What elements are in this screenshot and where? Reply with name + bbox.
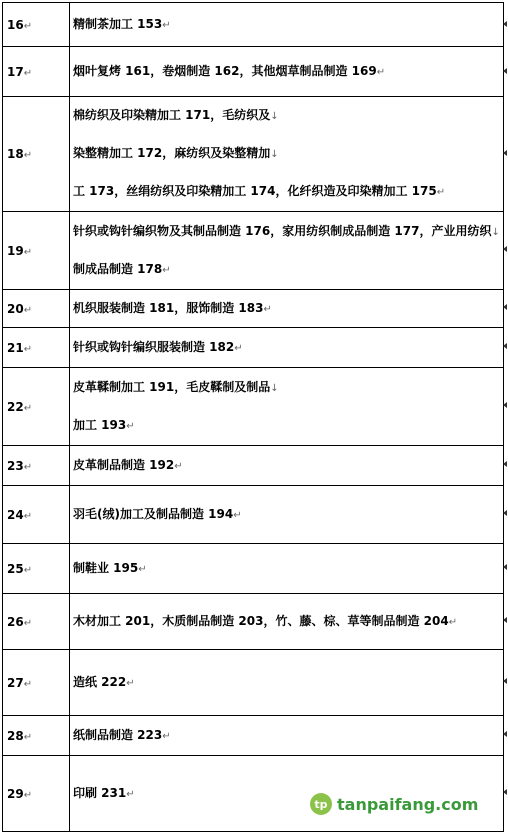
watermark bbox=[310, 793, 478, 815]
paragraph-mark-icon: ↵ bbox=[23, 510, 33, 522]
paragraph-mark-icon: ↵ bbox=[23, 617, 33, 629]
row-number-text: 20 bbox=[7, 301, 24, 316]
description-line bbox=[73, 506, 501, 524]
row-number bbox=[3, 3, 70, 47]
row-end-marker-icon bbox=[503, 68, 507, 74]
row-end-marker-icon bbox=[503, 564, 507, 570]
industry-description bbox=[70, 716, 504, 756]
description-text: 木材加工 201，木质制品制造 203，竹、藤、棕、草等制品制造 204 bbox=[73, 613, 449, 628]
row-number-text: 29 bbox=[7, 786, 24, 801]
description-line bbox=[73, 97, 501, 135]
table-row bbox=[3, 544, 504, 594]
paragraph-mark-icon: ↵ bbox=[174, 460, 183, 472]
row-number-text: 28 bbox=[7, 728, 24, 743]
paragraph-mark-icon: ↵ bbox=[162, 264, 171, 276]
industry-description bbox=[70, 47, 504, 97]
industry-description bbox=[70, 368, 504, 446]
paragraph-mark-icon: ↵ bbox=[23, 564, 33, 576]
line-break-icon: ↓ bbox=[270, 149, 279, 160]
table-row bbox=[3, 212, 504, 290]
description-text: 加工 193 bbox=[73, 417, 127, 432]
paragraph-mark-icon: ↵ bbox=[23, 461, 33, 473]
paragraph-mark-icon: ↵ bbox=[376, 66, 386, 78]
row-end-marker-icon bbox=[503, 304, 507, 310]
industry-description bbox=[70, 486, 504, 544]
industry-description bbox=[70, 212, 504, 290]
row-end-marker-icon bbox=[503, 402, 507, 408]
line-break-icon: ↓ bbox=[270, 111, 279, 122]
row-number-text: 27 bbox=[7, 675, 24, 690]
row-number-text: 22 bbox=[7, 399, 24, 414]
description-line bbox=[73, 251, 501, 289]
table-row bbox=[3, 328, 504, 368]
row-number bbox=[3, 486, 70, 544]
table-row bbox=[3, 290, 504, 328]
paragraph-mark-icon: ↵ bbox=[162, 730, 171, 742]
description-line bbox=[73, 457, 501, 475]
paragraph-mark-icon: ↵ bbox=[23, 304, 33, 316]
paragraph-mark-icon: ↵ bbox=[234, 342, 243, 354]
industry-description bbox=[70, 97, 504, 212]
row-end-marker-icon bbox=[503, 21, 507, 27]
description-line bbox=[73, 613, 501, 631]
table-row bbox=[3, 486, 504, 544]
table-row bbox=[3, 3, 504, 47]
line-break-icon: ↓ bbox=[491, 226, 500, 238]
description-line bbox=[73, 135, 501, 173]
description-text: 针织或钩针编织服装制造 182 bbox=[73, 339, 235, 354]
description-text: 工 173，丝绢纺织及印染精加工 174，化纤织造及印染精加工 175 bbox=[73, 184, 437, 198]
paragraph-mark-icon: ↵ bbox=[126, 788, 135, 800]
industry-description bbox=[70, 446, 504, 486]
watermark-site: tanpaifang.com bbox=[337, 794, 479, 814]
paragraph-mark-icon: ↵ bbox=[23, 731, 33, 743]
row-number-text: 16 bbox=[7, 17, 24, 32]
row-number-text: 25 bbox=[7, 561, 24, 576]
description-line bbox=[73, 369, 501, 407]
description-text: 精制茶加工 153 bbox=[73, 16, 163, 31]
description-text: 纸制品制造 223 bbox=[73, 727, 163, 742]
description-text: 皮革制品制造 192 bbox=[73, 457, 175, 472]
description-text: 皮革鞣制加工 191，毛皮鞣制及制品 bbox=[73, 379, 271, 394]
paragraph-mark-icon: ↵ bbox=[23, 402, 33, 414]
row-number-text: 18 bbox=[7, 147, 24, 161]
row-number-text: 26 bbox=[7, 614, 24, 629]
row-number bbox=[3, 290, 70, 328]
row-number bbox=[3, 212, 70, 290]
row-number bbox=[3, 544, 70, 594]
paragraph-mark-icon: ↵ bbox=[23, 67, 33, 79]
description-text: 针织或钩针编织物及其制品制造 176，家用纺织制成品制造 177，产业用纺织 bbox=[73, 223, 492, 238]
description-line bbox=[73, 560, 501, 578]
table-row bbox=[3, 650, 504, 716]
paragraph-mark-icon: ↵ bbox=[23, 789, 33, 801]
industry-table bbox=[2, 2, 504, 832]
table-row bbox=[3, 47, 504, 97]
paragraph-mark-icon: ↵ bbox=[23, 150, 33, 161]
description-line bbox=[73, 173, 501, 211]
paragraph-mark-icon: ↵ bbox=[126, 420, 135, 432]
row-number bbox=[3, 650, 70, 716]
row-number bbox=[3, 716, 70, 756]
row-number-text: 19 bbox=[7, 243, 24, 258]
row-number bbox=[3, 756, 70, 832]
row-number bbox=[3, 446, 70, 486]
row-number bbox=[3, 97, 70, 212]
industry-description bbox=[70, 3, 504, 47]
paragraph-mark-icon: ↵ bbox=[23, 678, 33, 690]
industry-description bbox=[70, 290, 504, 328]
table-row bbox=[3, 97, 504, 212]
paragraph-mark-icon: ↵ bbox=[23, 246, 33, 258]
row-end-marker-icon bbox=[503, 150, 507, 156]
description-line bbox=[73, 407, 501, 445]
row-end-marker-icon bbox=[503, 461, 507, 467]
table-row bbox=[3, 716, 504, 756]
row-number bbox=[3, 368, 70, 446]
industry-description bbox=[70, 328, 504, 368]
description-text: 机织服装制造 181，服饰制造 183 bbox=[73, 300, 264, 315]
table-row bbox=[3, 368, 504, 446]
description-line bbox=[73, 16, 501, 34]
description-line bbox=[73, 300, 501, 318]
description-text: 羽毛(绒)加工及制品制造 194 bbox=[73, 506, 234, 521]
paragraph-mark-icon: ↵ bbox=[23, 343, 33, 355]
industry-description bbox=[70, 544, 504, 594]
tanpaifang-logo-icon: tp bbox=[310, 793, 332, 815]
paragraph-mark-icon: ↵ bbox=[23, 20, 33, 32]
paragraph-mark-icon: ↵ bbox=[126, 677, 135, 689]
paragraph-mark-icon: ↵ bbox=[162, 19, 171, 31]
description-text: 制鞋业 195 bbox=[73, 560, 139, 575]
paragraph-mark-icon: ↵ bbox=[448, 616, 458, 628]
description-line bbox=[73, 339, 501, 357]
row-number bbox=[3, 594, 70, 650]
row-number-text: 24 bbox=[7, 507, 24, 522]
row-end-marker-icon bbox=[503, 510, 507, 516]
table-row bbox=[3, 594, 504, 650]
row-number-text: 23 bbox=[7, 458, 24, 473]
description-text: 烟叶复烤 161，卷烟制造 162，其他烟草制品制造 169 bbox=[73, 63, 377, 78]
description-line bbox=[73, 674, 501, 692]
industry-description bbox=[70, 650, 504, 716]
row-number-text: 21 bbox=[7, 340, 24, 355]
row-end-marker-icon bbox=[503, 246, 507, 252]
row-end-marker-icon bbox=[503, 789, 507, 795]
row-number bbox=[3, 328, 70, 368]
industry-description bbox=[70, 594, 504, 650]
paragraph-mark-icon: ↵ bbox=[436, 187, 446, 198]
paragraph-mark-icon: ↵ bbox=[263, 303, 272, 315]
paragraph-mark-icon: ↵ bbox=[138, 563, 147, 575]
description-line bbox=[73, 213, 501, 251]
row-end-marker-icon bbox=[503, 678, 507, 684]
description-text: 制成品制造 178 bbox=[73, 261, 163, 276]
description-line bbox=[73, 727, 501, 745]
row-number bbox=[3, 47, 70, 97]
description-text: 造纸 222 bbox=[73, 674, 127, 689]
description-line bbox=[73, 63, 501, 81]
table-row bbox=[3, 446, 504, 486]
row-end-marker-icon bbox=[503, 343, 507, 349]
description-text: 印刷 231 bbox=[73, 785, 127, 800]
paragraph-mark-icon: ↵ bbox=[233, 509, 242, 521]
row-number-text: 17 bbox=[7, 64, 24, 79]
line-break-icon: ↓ bbox=[270, 382, 279, 394]
description-text: 染整精加工 172，麻纺织及染整精加 bbox=[73, 146, 271, 160]
description-text: 棉纺织及印染精加工 171，毛纺织及 bbox=[73, 108, 271, 122]
row-end-marker-icon bbox=[503, 617, 507, 623]
row-end-marker-icon bbox=[503, 731, 507, 737]
